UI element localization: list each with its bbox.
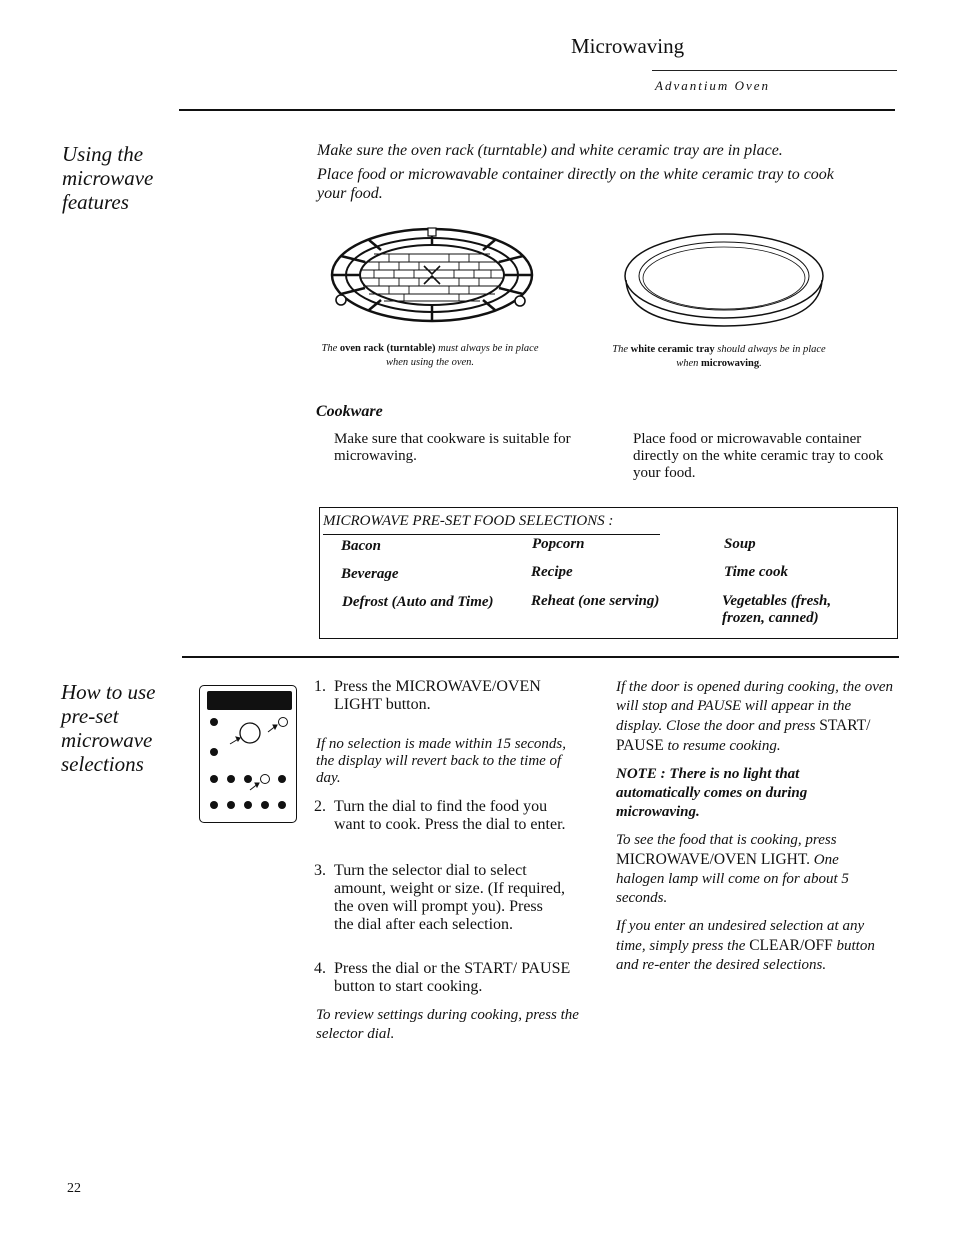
- step-text: Turn the selector dial to select amount, weight or size. (If required, the oven will prompt you). Press the dial after each selection.: [334, 862, 566, 933]
- preset-item: Vegetables (fresh, frozen, canned): [722, 593, 832, 626]
- note-text: One halogen lamp will come on for about 5 seconds.: [616, 852, 849, 906]
- caption-emphasis: white ceramic tray: [630, 344, 715, 355]
- preset-item: Soup: [724, 536, 756, 552]
- heading-line: microwave: [62, 166, 154, 190]
- note-text: If the door is opened during cooking, the oven will stop and PAUSE will appear in the display. Close the door and press: [616, 679, 894, 734]
- review-note: To review settings during cooking, press the selector dial.: [316, 1007, 579, 1042]
- note-text: to resume cooking.: [667, 738, 781, 754]
- heading-line: features: [62, 190, 129, 214]
- section-divider: [179, 109, 895, 111]
- heading-line: How to use: [61, 680, 156, 704]
- cookware-text-right: Place food or microwavable container directly on the white ceramic tray to cook your food.: [633, 431, 884, 481]
- step-number: 3.: [314, 862, 326, 879]
- caption-text: .: [759, 358, 762, 369]
- cookware-heading: Cookware: [316, 403, 383, 420]
- page-title: Microwaving: [571, 34, 685, 58]
- step-number: 2.: [314, 798, 326, 815]
- note-text: To see the food that is cooking, press: [616, 832, 837, 848]
- intro-paragraph: Place food or microwavable container directly on the white ceramic tray to cook your food.: [317, 166, 834, 202]
- see-food-note: [616, 831, 866, 908]
- notes-column: [616, 678, 894, 975]
- undo-note: [616, 917, 894, 975]
- caption-emphasis: microwaving: [701, 358, 760, 369]
- step-text: Press the dial or the START/ PAUSE button to start cooking.: [334, 960, 571, 995]
- light-note: NOTE : There is no light that automatically comes on during microwaving.: [616, 766, 808, 820]
- display-screen: [207, 691, 292, 710]
- button-name: CLEAR/OFF: [749, 937, 833, 954]
- preset-item: Popcorn: [532, 536, 585, 552]
- preset-item: Time cook: [724, 564, 789, 580]
- note-text: button and re-enter the desired selections.: [616, 938, 875, 973]
- oven-rack-illustration: [329, 226, 539, 326]
- page-subtitle: Advantium Oven: [655, 78, 771, 93]
- step-text: Press the MICROWAVE/OVEN LIGHT button.: [334, 678, 541, 713]
- cookware-text-left: Make sure that cookware is suitable for microwaving.: [334, 431, 571, 464]
- page-number: 22: [67, 1181, 81, 1196]
- caption-emphasis: oven rack (turntable): [339, 343, 436, 354]
- preset-item: Beverage: [341, 566, 399, 582]
- section-heading-using-features: [62, 142, 182, 214]
- caption-text: The: [612, 344, 629, 355]
- section-divider: [182, 656, 899, 658]
- caption-oven-rack: [310, 342, 550, 370]
- door-note: [616, 678, 894, 756]
- preset-item: Defrost (Auto and Time): [342, 594, 494, 610]
- caption-text: must always be in place when using the oven.: [385, 343, 539, 368]
- heading-line: Using the: [62, 142, 144, 166]
- heading-line: selections: [61, 752, 144, 776]
- caption-text: should always be in place when: [676, 344, 826, 369]
- button-name: MICROWAVE/OVEN LIGHT.: [616, 851, 811, 868]
- control-panel-illustration: [199, 685, 297, 823]
- header-rule: [652, 70, 897, 71]
- presets-title: MICROWAVE PRE-SET FOOD SELECTIONS :: [323, 513, 614, 529]
- preset-item: Bacon: [341, 538, 382, 554]
- caption-ceramic-tray: [604, 343, 834, 371]
- ceramic-tray-illustration: [622, 231, 827, 331]
- steps-column: [314, 678, 584, 1058]
- presets-title-underline: [323, 534, 660, 535]
- step-text: Turn the dial to find the food you want to cook. Press the dial to enter.: [334, 798, 566, 833]
- step-number: 4.: [314, 960, 326, 977]
- selector-dial: [240, 723, 260, 743]
- no-selection-note: If no selection is made within 15 seconds, the display will revert back to the time of day.: [316, 736, 566, 786]
- heading-line: pre-set: [61, 704, 119, 728]
- intro-text: [317, 141, 857, 208]
- preset-item: Reheat (one serving): [531, 593, 660, 609]
- preset-item: Recipe: [531, 564, 573, 580]
- note-text: If you enter an undesired selection at any time, simply press the: [616, 918, 865, 954]
- button-name: START/ PAUSE: [616, 717, 871, 754]
- intro-paragraph: Make sure the oven rack (turntable) and white ceramic tray are in place.: [317, 142, 783, 159]
- caption-text: The: [321, 343, 338, 354]
- heading-line: microwave: [61, 728, 153, 752]
- section-heading-preset-selections: [61, 680, 181, 776]
- step-number: 1.: [314, 678, 326, 695]
